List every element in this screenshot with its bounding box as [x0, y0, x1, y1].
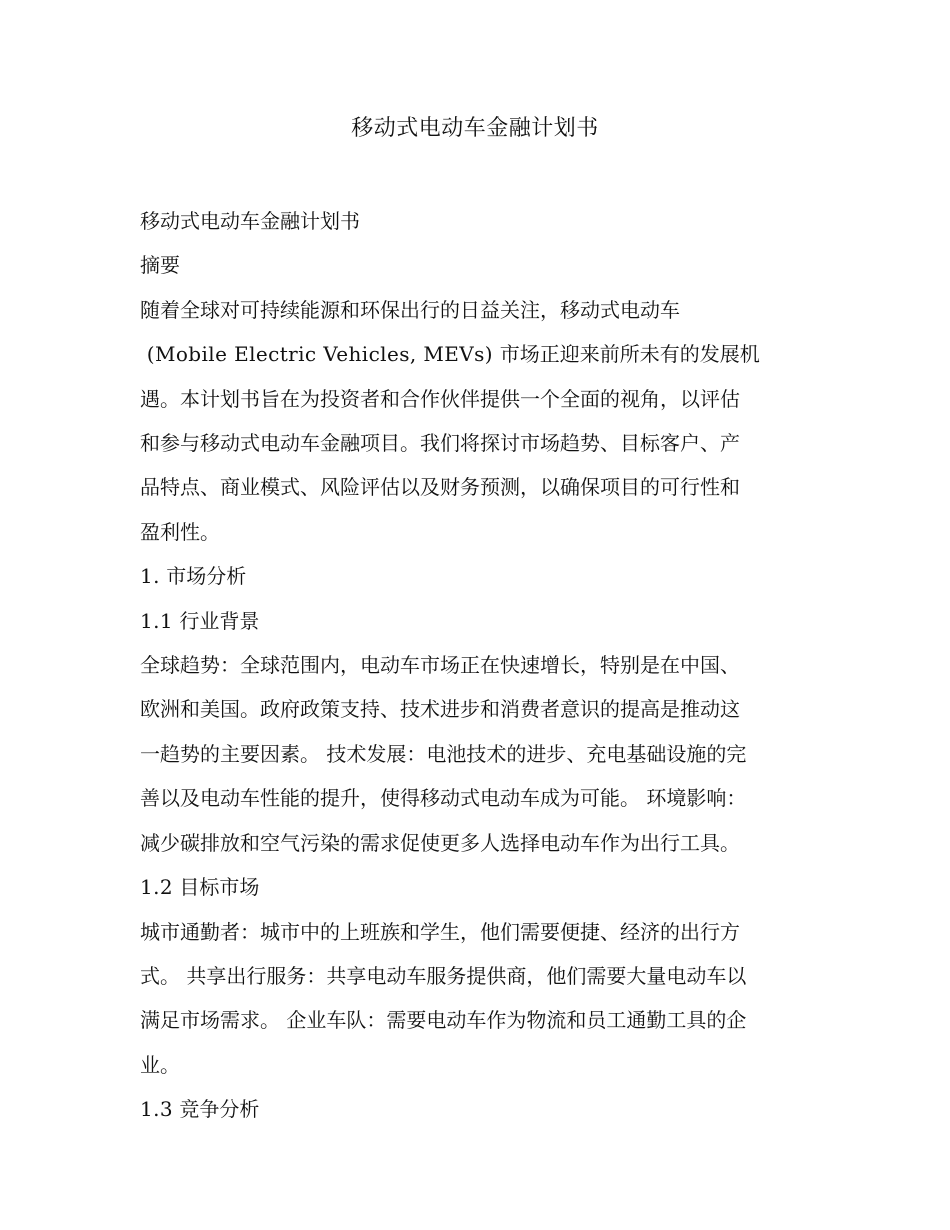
paragraph-line: 满足市场需求。 企业车队：需要电动车作为物流和员工通勤工具的企 [140, 1008, 747, 1033]
paragraph-line: 遇。本计划书旨在为投资者和合作伙伴提供一个全面的视角，以评估 [140, 386, 740, 411]
paragraph-line: 和参与移动式电动车金融项目。我们将探讨市场趋势、目标客户、产 [140, 431, 740, 456]
section-title: 行业背景 [173, 608, 260, 633]
subsection-heading [140, 865, 810, 909]
paragraph-line: 品特点、商业模式、风险评估以及财务预测，以确保项目的可行性和 [140, 475, 740, 500]
paragraph-line: 减少碳排放和空气污染的需求促使更多人选择电动车作为出行工具。 [140, 830, 740, 855]
subsection-heading [140, 1087, 810, 1131]
paragraph-line: 盈利性。 [140, 519, 220, 544]
paragraph-line: 全球趋势：全球范围内，电动车市场正在快速增长，特别是在中国、 [140, 653, 740, 678]
subtitle-line: 移动式电动车金融计划书 [140, 209, 360, 233]
latin-term: (Mobile Electric Vehicles, MEVs) [140, 342, 500, 367]
document-body [140, 199, 810, 1132]
section-number: 1.1 [140, 608, 174, 633]
paragraph-line: 式。 共享出行服务：共享电动车服务提供商，他们需要大量电动车以 [140, 963, 747, 988]
section-number: 1. [140, 564, 160, 589]
paragraph-line: 业。 [140, 1052, 180, 1077]
paragraph-line: 随着全球对可持续能源和环保出行的日益关注，移动式电动车 [140, 297, 680, 322]
paragraph-text: 市场正迎来前所未有的发展机 [499, 342, 760, 367]
paragraph-line: 欧洲和美国。政府政策支持、技术进步和消费者意识的提高是推动这 [140, 697, 740, 722]
section-number: 1.3 [140, 1097, 174, 1122]
paragraph-line: 一趋势的主要因素。 技术发展：电池技术的进步、充电基础设施的完 [140, 741, 747, 766]
section-title: 竞争分析 [173, 1097, 260, 1122]
paragraph-line [140, 332, 810, 376]
section-heading-abstract: 摘要 [140, 253, 180, 278]
paragraph-line: 善以及电动车性能的提升，使得移动式电动车成为可能。 环境影响： [140, 786, 747, 811]
subsection-heading [140, 599, 810, 643]
section-number: 1.2 [140, 875, 174, 900]
section-title: 市场分析 [159, 564, 247, 589]
document-title: 移动式电动车金融计划书 [351, 116, 599, 141]
section-heading [140, 554, 810, 598]
section-title: 目标市场 [173, 875, 260, 900]
paragraph-line: 城市通勤者：城市中的上班族和学生，他们需要便捷、经济的出行方 [140, 919, 740, 944]
